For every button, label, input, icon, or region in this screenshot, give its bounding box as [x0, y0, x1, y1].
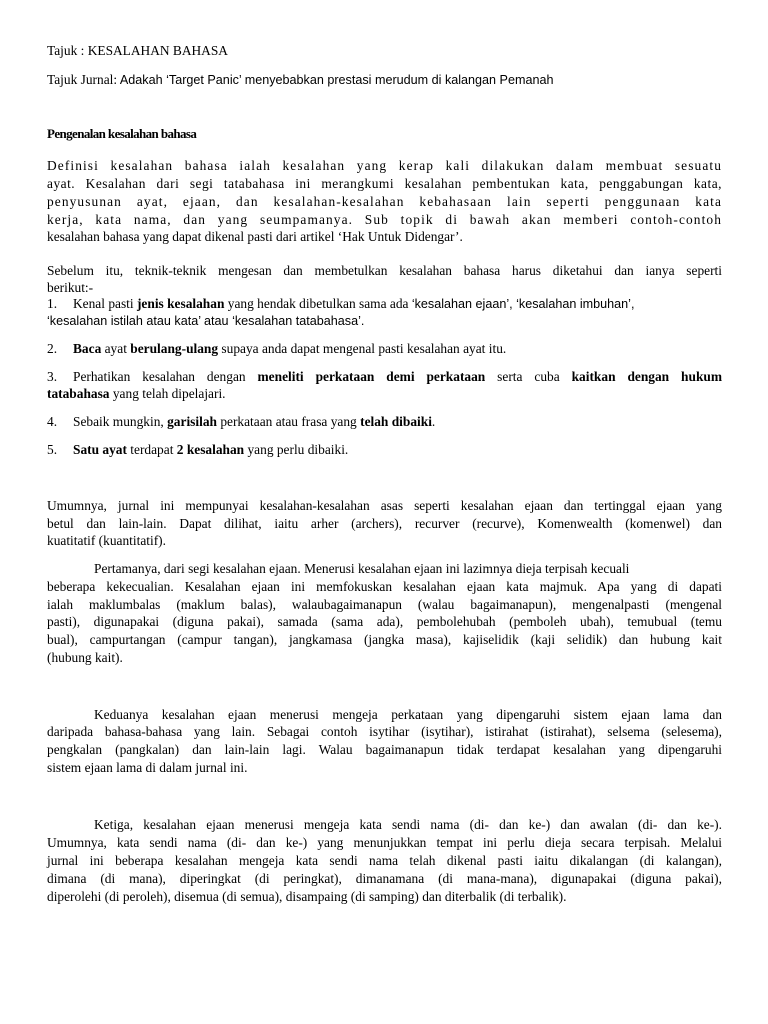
- list-item-bold: kaitkan dengan hukum: [571, 369, 723, 384]
- list-item-text: Sebaik mungkin,: [73, 414, 168, 429]
- list-item: [47, 441, 348, 459]
- list-item-text: yang perlu dibaiki.: [244, 442, 349, 457]
- paragraph-line: Pertamanya, dari segi kesalahan ejaan. Menerusi kesalahan ejaan ini lazimnya dieja terpisah kecuali: [94, 561, 630, 576]
- definition-line: kerja, kata nama, dan yang seumpamanya. Sub topik di bawah akan memberi contoh-contoh: [47, 212, 722, 227]
- paragraph-line: dimana (di mana), diperingkat (di peringkat), dimanamana (di mana-mana), digunapakai (diguna pakai),: [47, 871, 722, 886]
- section-heading: Pengenalan kesalahan bahasa: [47, 126, 197, 141]
- list-item-text: yang telah dipelajari.: [109, 386, 226, 401]
- list-item-text: .: [431, 414, 436, 429]
- paragraph-line: daripada bahasa-bahasa yang lain. Sebagai contoh isytihar (isytihar), istirahat (istirahat), selsema (selesema),: [47, 724, 722, 739]
- techniques-intro-line: berikut:-: [47, 280, 94, 295]
- list-item-examples: ‘kesalahan ejaan’, ‘kesalahan imbuhan’,: [411, 297, 635, 311]
- paragraph-line: Keduanya kesalahan ejaan menerusi mengeja perkataan yang dipengaruhi sistem ejaan lama dan: [94, 707, 722, 722]
- list-item-bold: Satu ayat: [73, 442, 127, 457]
- list-item: [47, 413, 435, 431]
- list-item-bold: 2 kesalahan: [176, 442, 245, 457]
- techniques-intro-line: Sebelum itu, teknik-teknik mengesan dan membetulkan kesalahan bahasa harus diketahui dan ianya seperti: [47, 263, 722, 278]
- paragraph-line: kuatitatif (kuantitatif).: [47, 533, 166, 548]
- list-item-bold: tatabahasa: [47, 386, 110, 401]
- list-item-bold: berulang-ulang: [130, 341, 219, 356]
- list-item-text: yang hendak dibetulkan sama ada: [224, 296, 412, 311]
- list-item-text: perkataan atau frasa yang: [216, 414, 361, 429]
- journal-title-line: [47, 71, 553, 90]
- list-item-number: 2.: [47, 341, 58, 356]
- paragraph-line: bual), campurtangan (campur tangan), jangkamasa (jangka masa), kajiselidik (kaji selidik) dan hubung kait: [47, 632, 722, 647]
- paragraph-line: Ketiga, kesalahan ejaan menerusi mengeja kata sendi nama (di- dan ke-) dan awalan (di- dan ke-).: [94, 817, 722, 832]
- list-item-number: 3.: [47, 369, 58, 384]
- definition-line: kesalahan bahasa yang dapat dikenal pasti dari artikel ‘Hak Untuk Didengar’.: [47, 229, 463, 244]
- paragraph-line: Umumnya, jurnal ini mempunyai kesalahan-kesalahan asas seperti kesalahan ejaan dan tertinggal ejaan yang: [47, 498, 722, 513]
- list-item-bold: Baca: [73, 341, 102, 356]
- list-item-text: supaya anda dapat mengenal pasti kesalahan ayat itu.: [218, 341, 507, 356]
- list-item-bold: telah dibaiki: [360, 414, 432, 429]
- paragraph-line: diperolehi (di peroleh), disemua (di semua), disampaing (di samping) dan diterbalik (di terbalik).: [47, 889, 567, 904]
- paragraph-line: pengkalan (pangkalan) dan lain-lain lagi. Walau bagaimanapun tidak terdapat kesalahan yang dipengaruhi: [47, 742, 722, 757]
- paragraph-line: sistem ejaan lama di dalam jurnal ini.: [47, 760, 248, 775]
- list-item: [47, 368, 722, 386]
- paragraph-line: betul dan lain-lain. Dapat dilihat, iaitu arher (archers), recurver (recurve), Komenwealth (komenwel) dan: [47, 516, 722, 531]
- paragraph-line: Umumnya, kata sendi nama (di- dan ke-) yang menunjukkan tempat ini perlu dieja secara terpisah. Melalui: [47, 835, 722, 850]
- document-page: [47, 0, 722, 1024]
- title-line: Tajuk : KESALAHAN BAHASA: [47, 43, 228, 58]
- list-item-bold: meneliti perkataan demi perkataan: [257, 369, 486, 384]
- list-item-bold: jenis kesalahan: [136, 296, 225, 311]
- paragraph-line: jurnal ini beberapa kesalahan mengeja kata sendi nama telah dikenal pasti iaitu dikalangan (di kalangan),: [47, 853, 722, 868]
- journal-title-label: Tajuk Jurnal:: [47, 72, 118, 87]
- list-item-number: 4.: [47, 414, 58, 429]
- list-item: [47, 340, 506, 358]
- list-item-number: 5.: [47, 442, 58, 457]
- paragraph-line: pasti), digunapakai (diguna pakai), samada (sama ada), pembolehubah (pemboleh ubah), temubual (temu: [47, 614, 722, 629]
- paragraph-line: ialah maklumbalas (maklum balas), walaubagaimanapun (walau bagaimanapun), mengenalpasti (mengenal: [47, 597, 722, 612]
- journal-title-value: Adakah ‘Target Panic’ menyebabkan prestasi merudum di kalangan Pemanah: [117, 73, 554, 87]
- list-item-text: serta cuba: [485, 369, 572, 384]
- paragraph-line: (hubung kait).: [47, 650, 123, 665]
- list-item-text: Perhatikan kesalahan dengan: [73, 369, 258, 384]
- list-item-text: ayat: [101, 341, 131, 356]
- definition-line: ayat. Kesalahan dari segi tatabahasa ini merangkumi kesalahan pembentukan kata, penggabungan kata,: [47, 176, 722, 191]
- list-item-text: terdapat: [126, 442, 177, 457]
- definition-line: Definisi kesalahan bahasa ialah kesalahan yang kerap kali dilakukan dalam membuat sesuatu: [47, 158, 722, 173]
- list-item-number: 1.: [47, 296, 58, 311]
- list-item: [47, 295, 634, 314]
- list-item-continuation: ‘kesalahan istilah atau kata’ atau ‘kesalahan tatabahasa’.: [47, 314, 365, 328]
- definition-line: penyusunan ayat, ejaan, dan kesalahan-kesalahan kebahasaan lain seperti penggunaan kata: [47, 194, 722, 209]
- list-item-bold: garisilah: [167, 414, 217, 429]
- paragraph-line: beberapa kekecualian. Kesalahan ejaan ini memfokuskan kesalahan ejaan kata majmuk. Apa yang di dapati: [47, 579, 722, 594]
- list-item-continuation: [47, 385, 226, 403]
- list-item-text: Kenal pasti: [73, 296, 137, 311]
